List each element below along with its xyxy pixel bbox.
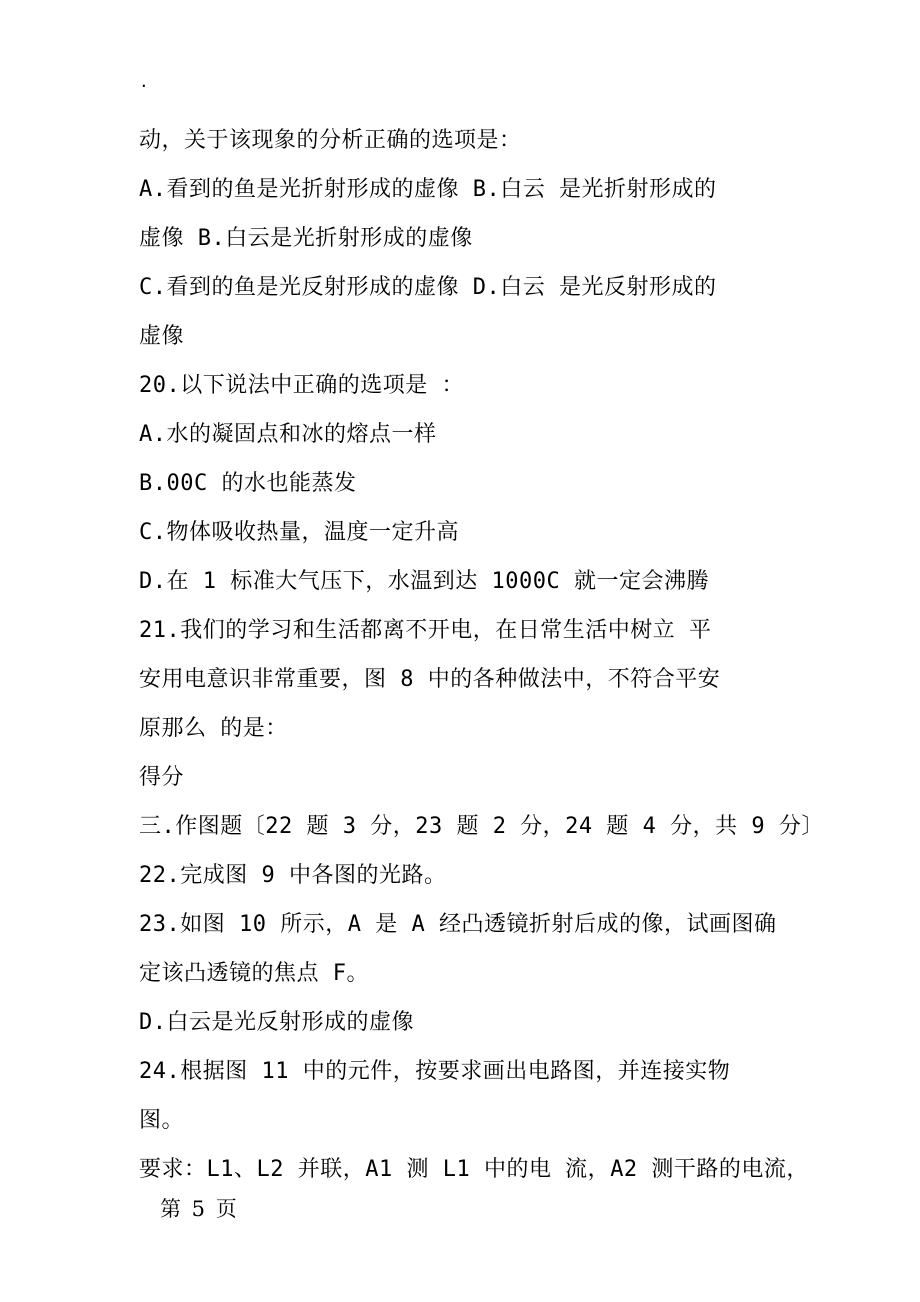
option-b: B.00C 的水也能蒸发 [139, 471, 357, 496]
requirement-line: 要求：L1、L2 并联，A1 测 L1 中的电 流，A2 测干路的电流， [139, 1157, 809, 1182]
question-20: 20.以下说法中正确的选项是 ： [139, 373, 464, 398]
question-24: 24.根据图 11 中的元件，按要求画出电路图，并连接实物 [139, 1059, 731, 1084]
text-line: 图。 [139, 1108, 185, 1133]
header-mark: . [139, 72, 149, 91]
section-heading: 三.作图题〔22 题 3 分，23 题 2 分，24 题 4 分，共 9 分〕 [139, 814, 824, 839]
score-label: 得分 [139, 765, 185, 790]
option-d: D.在 1 标准大气压下，水温到达 1000C 就一定会沸腾 [139, 569, 709, 594]
page-number: 第 5 页 [160, 1197, 239, 1221]
question-22: 22.完成图 9 中各图的光路。 [139, 863, 447, 888]
question-21: 21.我们的学习和生活都离不开电，在日常生活中树立 平 [139, 618, 712, 643]
text-line: 定该凸透镜的焦点 F。 [139, 961, 369, 986]
text-line: 原那么 的是： [139, 716, 288, 741]
text-line: C.看到的鱼是光反射形成的虚像 D.白云 是光反射形成的 [139, 275, 717, 300]
text-line: 虚像 [139, 324, 185, 349]
option-a: A.水的凝固点和冰的熔点一样 [139, 422, 437, 447]
text-line: 动，关于该现象的分析正确的选项是： [139, 128, 522, 153]
text-line: 安用电意识非常重要，图 8 中的各种做法中，不符合平安 [139, 667, 721, 692]
question-23: 23.如图 10 所示，A 是 A 经凸透镜折射后成的像，试画图确 [139, 912, 777, 937]
text-line: 虚像 B.白云是光折射形成的虚像 [139, 226, 473, 251]
document-body [139, 116, 824, 1194]
option-c: C.物体吸收热量，温度一定升高 [139, 520, 459, 545]
text-line: A.看到的鱼是光折射形成的虚像 B.白云 是光折射形成的 [139, 177, 717, 202]
text-line: D.白云是光反射形成的虚像 [139, 1010, 414, 1035]
